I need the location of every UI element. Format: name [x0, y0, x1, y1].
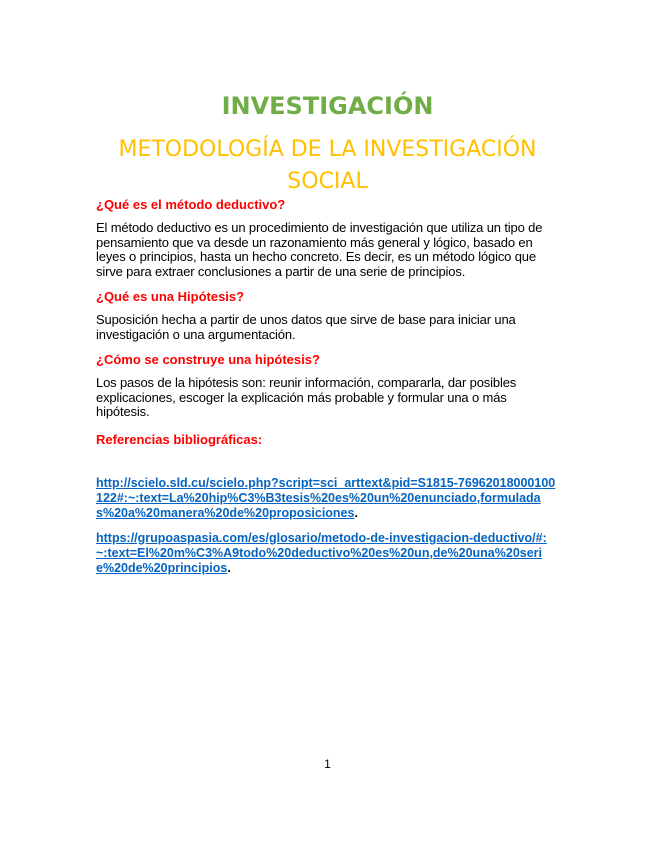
- reference-suffix: .: [227, 560, 231, 575]
- references-heading: Referencias bibliográficas:: [96, 431, 263, 447]
- section-body-build-hypothesis: Los pasos de la hipótesis son: reunir información, compararla, dar posibles explicaciones, escoger la explicación más probable y formular una o más hipótesis.: [96, 375, 517, 419]
- reference-suffix: .: [354, 505, 358, 520]
- section-heading-hypothesis: ¿Qué es una Hipótesis?: [96, 289, 245, 304]
- section-heading-deductive-method: ¿Qué es el método deductivo?: [96, 197, 286, 212]
- section-heading-build-hypothesis: ¿Cómo se construye una hipótesis?: [96, 352, 320, 367]
- reference-link-scielo[interactable]: http://scielo.sld.cu/scielo.php?script=sci_arttext&pid=S1815-76962018000100122#:~:text=La%20hip%C3%B3tesis%20es%20un%20enunciado,formuladas%20a%20manera%20de%20proposiciones: [96, 475, 556, 520]
- document-subtitle: METODOLOGÍA DE LA INVESTIGACIÓN SOCIAL: [118, 137, 537, 194]
- section-body-deductive-method: El método deductivo es un procedimiento de investigación que utiliza un tipo de pensamiento que va desde un razonamiento más general y lógico, basado en leyes o principios, hasta un hecho concreto. Es decir, es un método lógico que sirve para extraer conclusiones a partir de una serie de principios.: [96, 220, 543, 279]
- page-number: 1: [324, 757, 331, 771]
- document-body: [96, 197, 558, 586]
- reference-item: [96, 476, 558, 521]
- document-title: INVESTIGACIÓN: [221, 92, 434, 120]
- reference-link-grupoaspasia[interactable]: https://grupoaspasia.com/es/glosario/metodo-de-investigacion-deductivo/#:~:text=El%20m%C3%A9todo%20deductivo%20es%20un,de%20una%20serie%20de%20principios: [96, 530, 547, 575]
- reference-item: [96, 531, 558, 576]
- section-body-hypothesis: Suposición hecha a partir de unos datos que sirve de base para iniciar una investigación o una argumentación.: [96, 312, 516, 342]
